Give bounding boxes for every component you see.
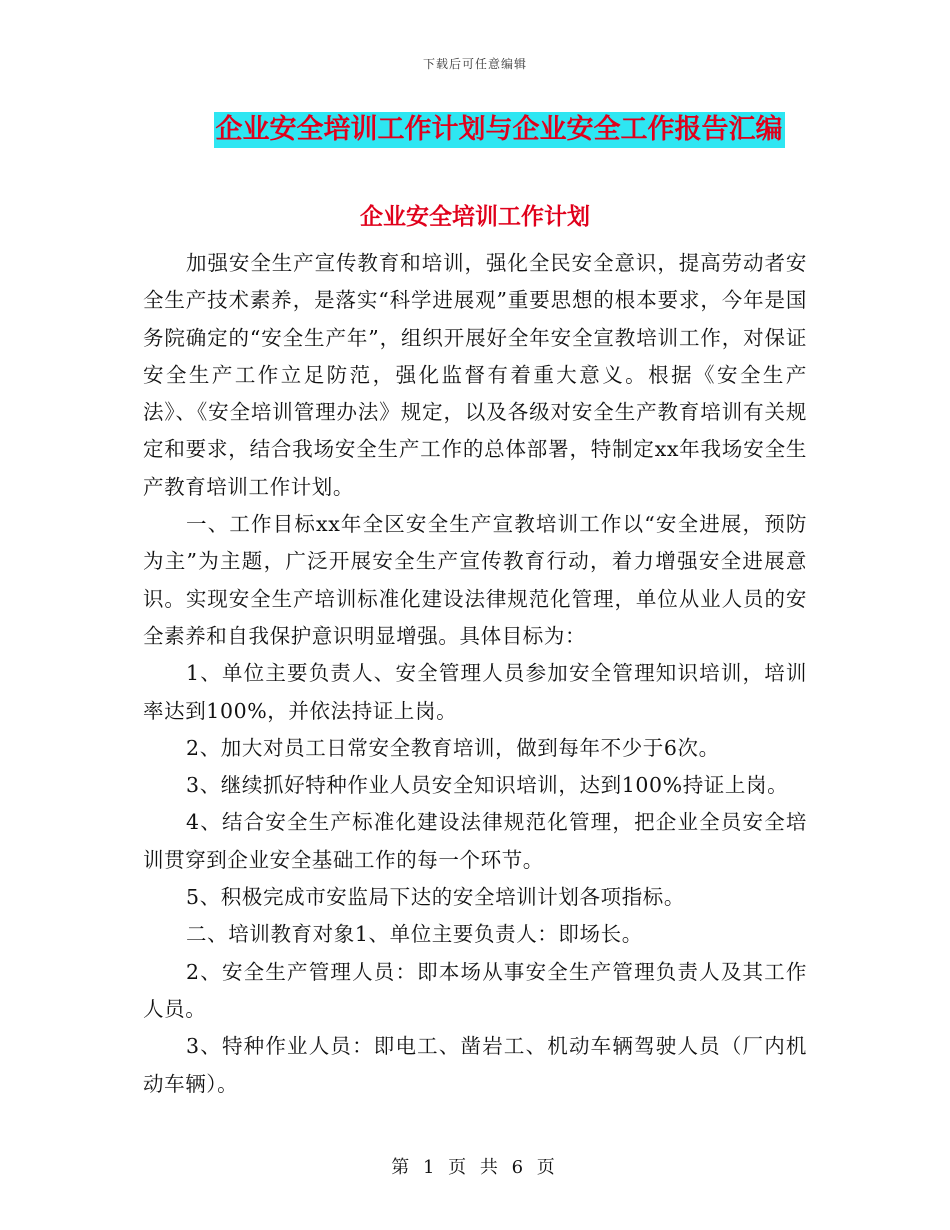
paragraph-target-3: 3、特种作业人员：即电工、凿岩工、机动车辆驾驶人员（厂内机动车辆）。 — [143, 1034, 807, 1096]
paragraph-target-2: 2、安全生产管理人员：即本场从事安全生产管理负责人及其工作人员。 — [143, 959, 807, 1021]
paragraph-intro: 加强安全生产宣传教育和培训，强化全民安全意识，提高劳动者安全生产技术素养，是落实“科学进展观”重要思想的根本要求，今年是国务院确定的“安全生产年”，组织开展好全年安全宣教培训工作，对保证安全生产工作立足防范，强化监督有着重大意义。根据《安全生产法》、《安全培训管理办法》规定，以及各级对安全生产教育培训有关规定和要求，结合我场安全生产工作的总体部署，特制定xx年我场安全生产教育培训工作计划。 — [143, 251, 807, 499]
paragraph-goal-3: 3、继续抓好特种作业人员安全知识培训，达到100%持证上岗。 — [186, 773, 789, 798]
paragraph-goal-4: 4、结合安全生产标准化建设法律规范化管理，把企业全员安全培训贯穿到企业安全基础工作的每一个环节。 — [143, 810, 807, 872]
paragraph-goal-5: 5、积极完成市安监局下达的安全培训计划各项指标。 — [186, 885, 685, 910]
document-body — [143, 245, 807, 1103]
paragraph-goals: 一、工作目标xx年全区安全生产宣教培训工作以“安全进展，预防为主”为主题，广泛开展安全生产宣传教育行动，着力增强安全进展意识。实现安全生产培训标准化建设法律规范化管理，单位从业人员的安全素养和自我保护意识明显增强。具体目标为： — [143, 512, 807, 648]
page-number-footer: 第 1 页 共 6 页 — [391, 1157, 559, 1178]
paragraph-goal-1: 1、单位主要负责人、安全管理人员参加安全管理知识培训，培训率达到100%，并依法持证上岗。 — [143, 661, 807, 723]
header-note: 下载后可任意编辑 — [422, 57, 527, 71]
document-title: 企业安全培训工作计划与企业安全工作报告汇编 — [214, 112, 785, 148]
paragraph-training-targets: 二、培训教育对象1、单位主要负责人：即场长。 — [186, 922, 643, 947]
paragraph-goal-2: 2、加大对员工日常安全教育培训，做到每年不少于6次。 — [186, 735, 720, 760]
section-title: 企业安全培训工作计划 — [360, 203, 590, 230]
document-title-container — [0, 112, 950, 148]
